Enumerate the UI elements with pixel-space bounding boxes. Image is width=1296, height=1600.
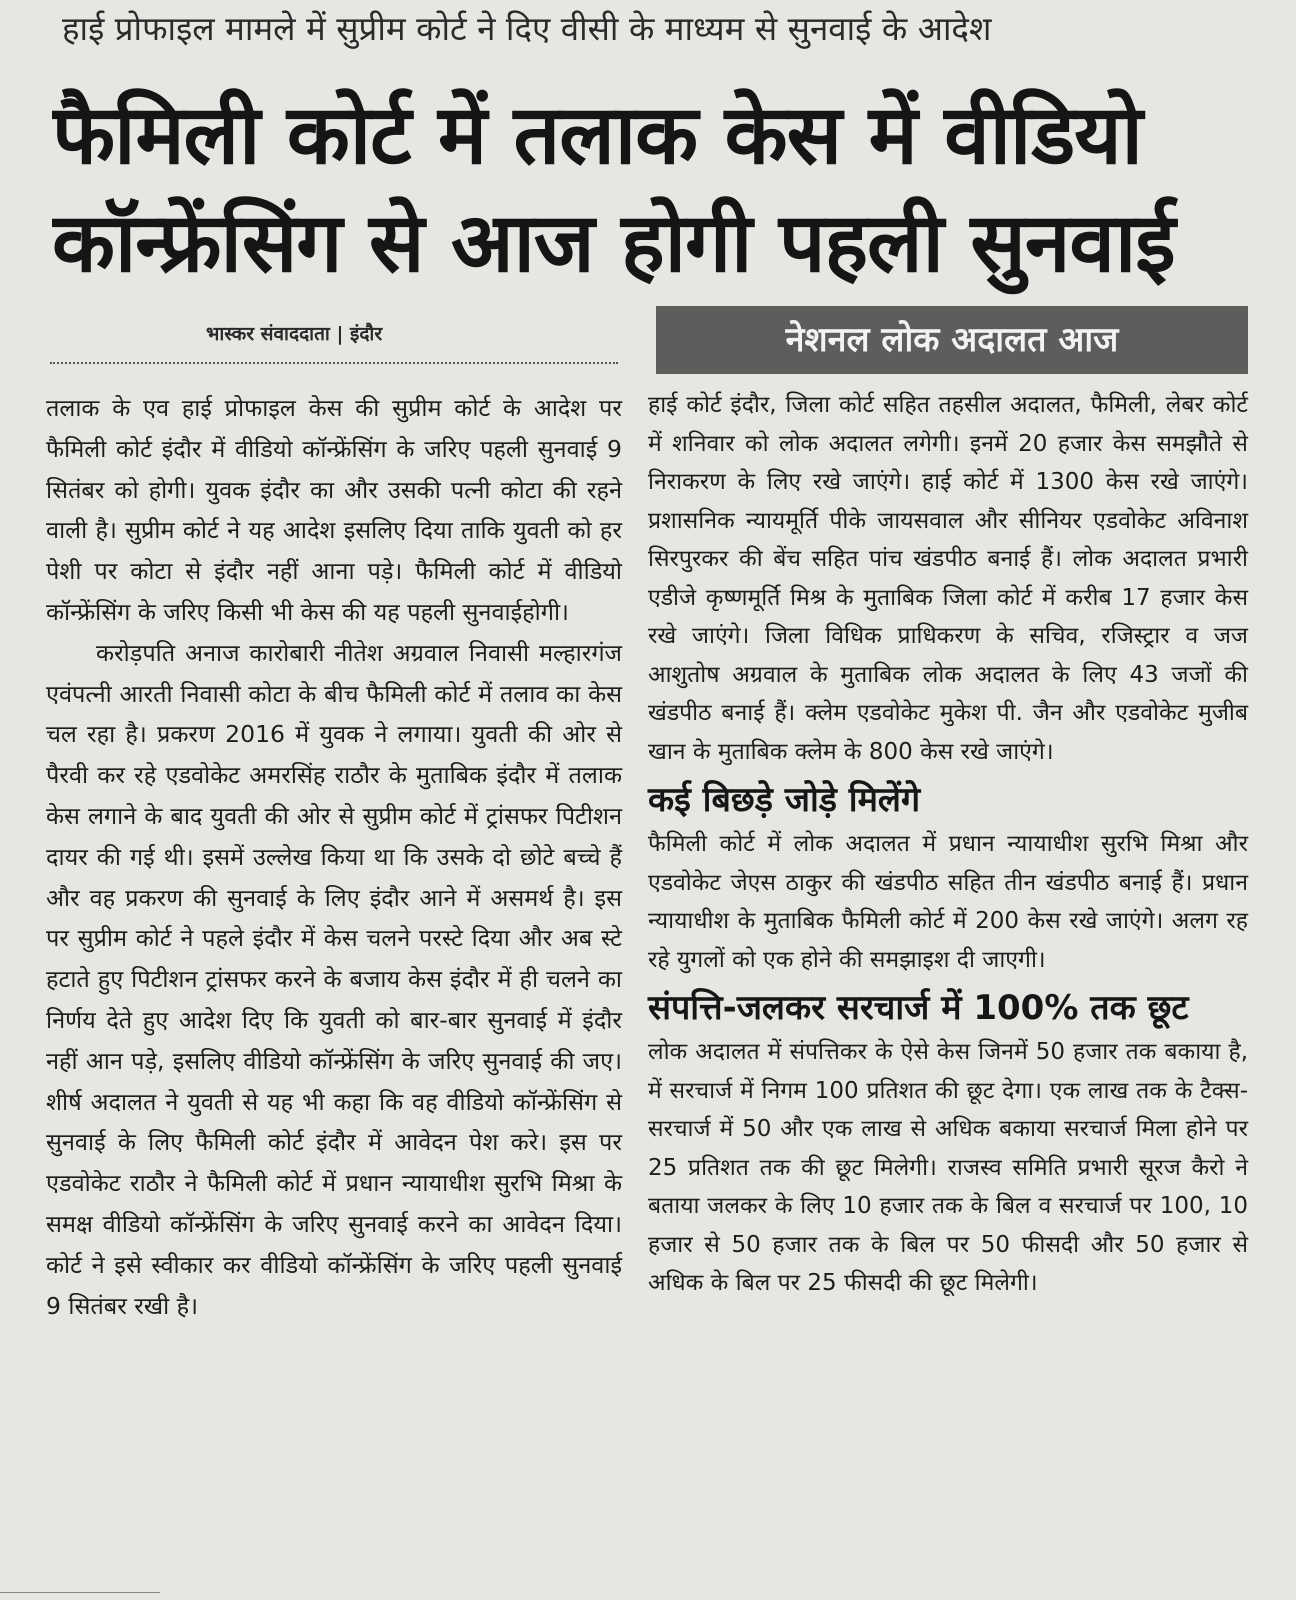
right-column-article (648, 306, 1248, 1303)
bottom-rule (0, 1592, 160, 1593)
subheading-surcharge: संपत्ति-जलकर सरचार्ज में 100% तक छूट (648, 988, 1189, 1028)
article-paragraph-2: करोड़पति अनाज कारोबारी नीतेश अग्रवाल निवासी मल्हारगंज एवंपत्नी आरती निवासी कोटा के बीच फैमिली कोर्ट में तलाव का केस चल रहा है। प्रकरण 2016 में युवक ने लगाया। युवती की ओर से पैरवी कर रहे एडवोकेट अमरसिंह राठौर के मुताबिक इंदौर में तलाक केस लगाने के बाद युवती की ओर से सुप्रीम कोर्ट में ट्रांसफर पिटीशन दायर की गई थी। इसमें उल्लेख किया था कि उसके दो छोटे बच्चे हैं और वह प्रकरण की सुनवाई के लिए इंदौर आने में असमर्थ है। इस पर सुप्रीम कोर्ट ने पहले इंदौर में केस चलने परस्टे दिया और अब स्टे हटाते हुए पिटीशन ट्रांसफर करने के बजाय केस इंदौर में ही चलने का निर्णय देते हुए आदेश दिए कि युवती को बार-बार सुनवाई में इंदौर नहीं आन पड़े, इसलिए वीडियो कॉन्फ्रेंसिंग के जरिए सुनवाई की जए। शीर्ष अदालत ने युवती से यह भी कहा कि वह वीडियो कॉन्फ्रेंसिंग से सुनवाई के लिए फैमिली कोर्ट इंदौर में आवेदन पेश करे। इस पर एडवोकेट राठौर ने फैमिली कोर्ट में प्रधान न्यायाधीश सुरभि मिश्रा के समक्ष वीडियो कॉन्फ्रेंसिंग के जरिए सुनवाई करने का आवेदन दिया। कोर्ट ने इसे स्वीकार कर वीडियो कॉन्फ्रेंसिंग के जरिए पहली सुनवाई 9 सितंबर रखी है। (46, 638, 622, 1320)
headline-line-1: फैमिली कोर्ट में तलाक केस में वीडियो (52, 88, 1142, 183)
main-headline (52, 82, 1272, 298)
surcharge-paragraph: लोक अदालत में संपत्तिकर के ऐसे केस जिनमें 50 हजार तक बकाया है, में सरचार्ज में निगम 100 प्रतिशत की छूट देगा। एक लाख तक के टैक्स-सरचार्ज में 50 और एक लाख से अधिक बकाया सरचार्ज मिला होने पर 25 प्रतिशत तक की छूट मिलेगी। राजस्व समिति प्रभारी सूरज कैरो ने बताया जलकर के लिए 10 हजार तक के बिल व सरचार्ज पर 100, 10 हजार से 50 हजार तक के बिल पर 50 फीसदी और 50 हजार से अधिक के बिल पर 25 फीसदी की छूट मिलेगी। (648, 1039, 1248, 1296)
kicker-headline: हाई प्रोफाइल मामले में सुप्रीम कोर्ट ने दिए वीसी के माध्यम से सुनवाई के आदेश (62, 9, 992, 48)
subheading-couples: कई बिछड़े जोड़े मिलेंगे (648, 780, 921, 820)
family-court-paragraph: फैमिली कोर्ट में लोक अदालत में प्रधान न्यायाधीश सुरभि मिश्रा और एडवोकेट जेएस ठाकुर की खंडपीठ सहित तीन खंडपीठ बनाई हैं। प्रधान न्यायाधीश के मुताबिक फैमिली कोर्ट में 200 केस रखे जाएंगे। अलग रह रहे युगलों को एक होने की समझाइश दी जाएगी। (648, 831, 1248, 973)
left-column-article (46, 388, 622, 1326)
headline-line-2: कॉन्फ्रेंसिंग से आज होगी पहली सुनवाई (52, 196, 1175, 291)
dotted-divider (50, 362, 618, 364)
article-paragraph-1: तलाक के एव हाई प्रोफाइल केस की सुप्रीम कोर्ट के आदेश पर फैमिली कोर्ट इंदौर में वीडियो कॉन्फ्रेंसिंग के जरिए पहली सुनवाई 9 सितंबर को होगी। युवक इंदौर का और उसकी पत्नी कोटा की रहने वाली है। सुप्रीम कोर्ट ने यह आदेश इसलिए दिया ताकि युवती को हर पेशी पर कोटा से इंदौर नहीं आना पड़े। फैमिली कोर्ट में वीडियो कॉन्फ्रेंसिंग के जरिए किसी भी केस की यह पहली सुनवाईहोगी। (46, 394, 622, 626)
byline: भास्कर संवाददाता | इंदौर (206, 323, 383, 345)
lok-adalat-paragraph: हाई कोर्ट इंदौर, जिला कोर्ट सहित तहसील अदालत, फैमिली, लेबर कोर्ट में शनिवार को लोक अदालत लगेगी। इनमें 20 हजार केस समझौते से निराकरण के लिए रखे जाएंगे। हाई कोर्ट में 1300 केस रखे जाएंगे। प्रशासनिक न्यायमूर्ति पीके जायसवाल और सीनियर एडवोकेट अविनाश सिरपुरकर की बेंच सहित पांच खंडपीठ बनाई हैं। लोक अदालत प्रभारी एडीजे कृष्णमूर्ति मिश्र के मुताबिक जिला कोर्ट में करीब 17 हजार केस रखे जाएंगे। जिला विधिक प्राधिकरण के सचिव, रजिस्ट्रार व जज आशुतोष अग्रवाल के मुताबिक लोक अदालत के लिए 43 जजों की खंडपीठ बनाई हैं। क्लेम एडवोकेट मुकेश पी. जैन और एडवोकेट मुजीब खान के मुताबिक क्लेम के 800 केस रखे जाएंगे। (648, 392, 1248, 765)
section-banner: नेशनल लोक अदालत आज (656, 306, 1248, 374)
